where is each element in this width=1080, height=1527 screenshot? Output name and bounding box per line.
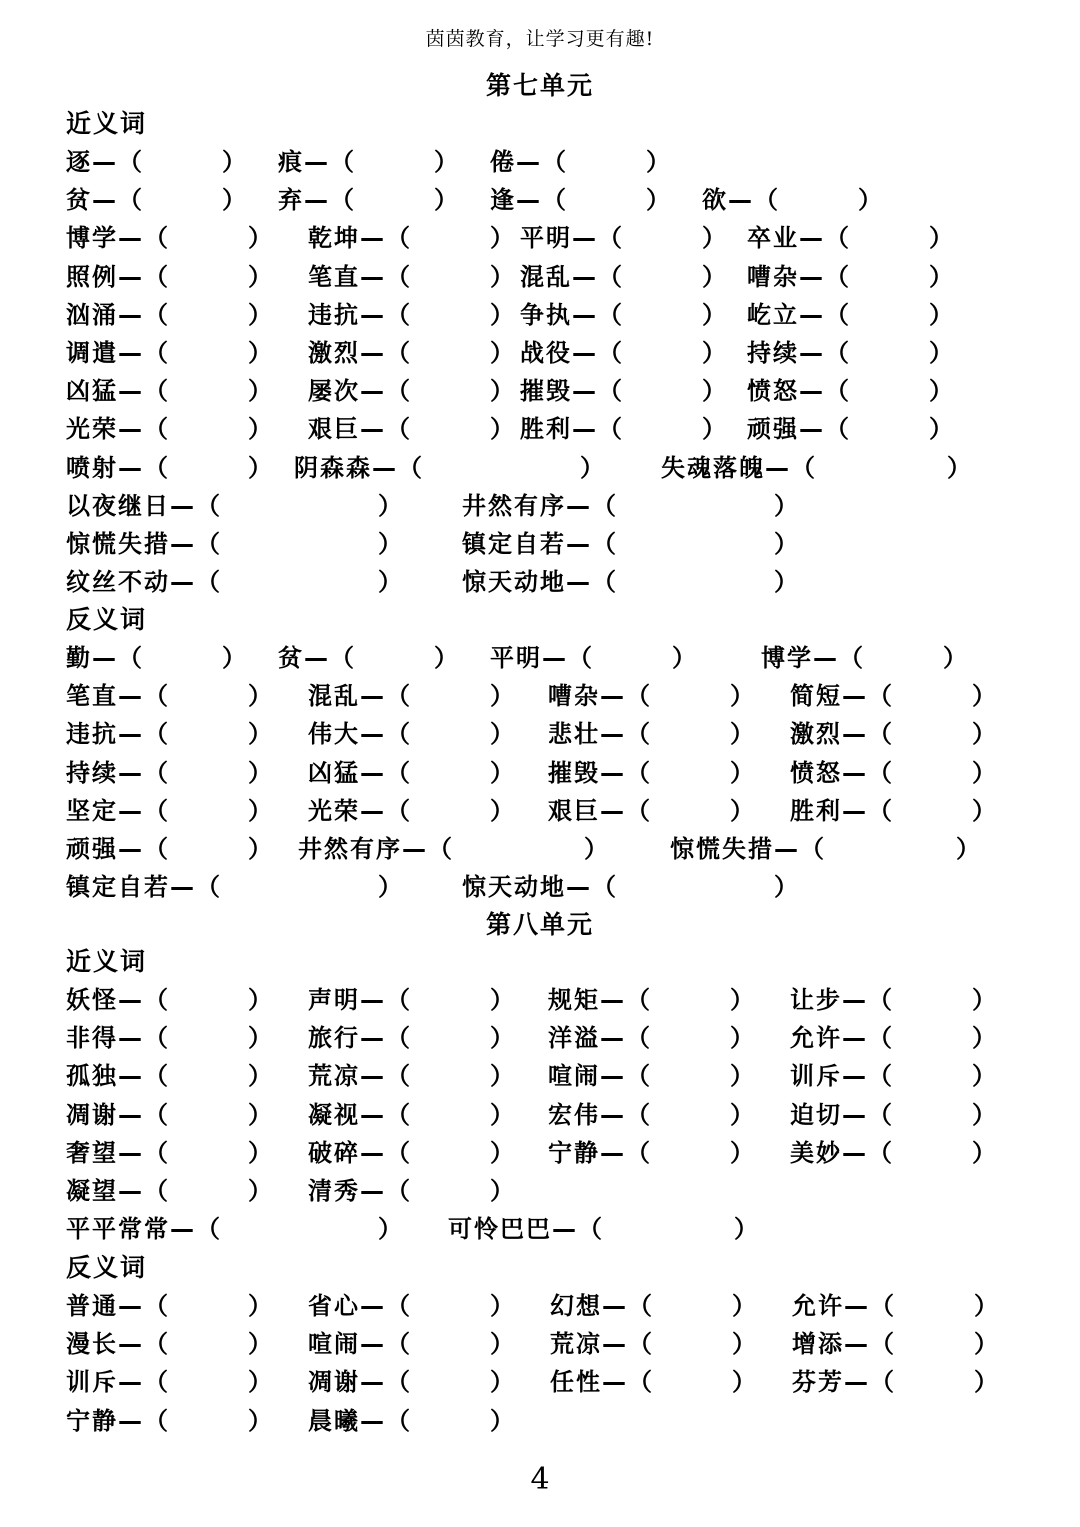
unit7-synonym-row xyxy=(66,486,1056,524)
unit8-synonym-item: 凋谢—（ ） xyxy=(66,1100,274,1129)
unit7-antonym-item: 平明—（ ） xyxy=(490,644,698,672)
unit7-antonym-item: 悲壮—（ ） xyxy=(548,720,756,749)
unit8-synonym-item: 宏伟—（ ） xyxy=(548,1100,756,1129)
unit8-antonym-item: 凋谢—（ ） xyxy=(308,1368,516,1397)
unit7-antonym-item: 凶猛—（ ） xyxy=(308,758,516,787)
unit8-synonym-row xyxy=(66,1133,1056,1171)
unit8-synonym-row xyxy=(66,980,1056,1018)
unit7-synonym-item: 倦—（ ） xyxy=(490,148,672,176)
unit7-synonym-item: 笔直—（ ） xyxy=(308,262,516,291)
unit8-synonym-item: 让步—（ ） xyxy=(790,986,998,1014)
unit8-antonym-item: 任性—（ ） xyxy=(550,1368,758,1397)
unit8-antonym-item: 晨曦—（ ） xyxy=(308,1406,516,1435)
unit7-synonym-item: 贫—（ ） xyxy=(66,186,248,215)
unit7-antonym-item: 坚定—（ ） xyxy=(66,796,274,825)
unit7-synonym-item: 嘈杂—（ ） xyxy=(747,262,955,291)
unit7-synonym-row xyxy=(66,218,1056,256)
unit8-antonyms-label: 反义词 xyxy=(66,1253,148,1282)
unit8-synonym-item: 清秀—（ ） xyxy=(308,1177,516,1205)
unit8-synonym-item: 凝视—（ ） xyxy=(308,1100,516,1129)
unit7-antonym-item: 顽强—（ ） xyxy=(66,835,274,863)
unit8-synonym-item: 凝望—（ ） xyxy=(66,1177,274,1205)
unit8-synonym-item: 声明—（ ） xyxy=(308,986,516,1014)
unit7-synonym-row xyxy=(66,562,1056,600)
unit7-synonym-item: 艰巨—（ ） xyxy=(308,415,516,444)
unit7-synonym-item: 摧毁—（ ） xyxy=(520,377,728,406)
unit8-synonym-item: 可怜巴巴—（ ） xyxy=(448,1215,760,1244)
unit7-synonym-item: 惊慌失措—（ ） xyxy=(66,530,404,558)
unit7-antonym-row xyxy=(66,829,1056,867)
unit8-antonym-item: 漫长—（ ） xyxy=(66,1330,274,1359)
unit7-antonym-row xyxy=(66,867,1056,905)
unit8-antonym-row xyxy=(66,1362,1056,1400)
unit8-synonym-item: 洋溢—（ ） xyxy=(548,1024,756,1053)
unit7-synonym-item: 汹涌—（ ） xyxy=(66,300,274,329)
unit8-antonym-row xyxy=(66,1401,1056,1439)
unit7-antonym-item: 混乱—（ ） xyxy=(308,682,516,711)
unit8-synonym-item: 训斥—（ ） xyxy=(790,1062,998,1091)
unit7-synonym-item: 愤怒—（ ） xyxy=(747,377,955,406)
unit7-synonym-item: 屡次—（ ） xyxy=(308,377,516,406)
unit7-synonym-row xyxy=(66,409,1056,447)
unit8-synonyms-label: 近义词 xyxy=(66,947,148,976)
page-number: 4 xyxy=(530,1462,550,1497)
unit7-antonym-row xyxy=(66,638,1056,676)
unit7-title: 第七单元 xyxy=(485,71,594,100)
unit8-synonym-item: 规矩—（ ） xyxy=(548,986,756,1014)
unit8-antonym-item: 幻想—（ ） xyxy=(550,1292,758,1320)
unit7-antonym-item: 摧毁—（ ） xyxy=(548,758,756,787)
unit7-synonym-item: 光荣—（ ） xyxy=(66,415,274,444)
unit7-synonym-item: 激烈—（ ） xyxy=(308,339,516,367)
unit8-synonym-item: 迫切—（ ） xyxy=(790,1100,998,1129)
unit7-antonym-row xyxy=(66,714,1056,752)
unit7-antonyms-label: 反义词 xyxy=(66,605,148,634)
unit8-synonym-row xyxy=(66,1209,1056,1247)
unit8-antonym-item: 普通—（ ） xyxy=(66,1292,274,1320)
unit7-synonym-row xyxy=(66,295,1056,333)
unit7-synonym-item: 逐—（ ） xyxy=(66,148,248,176)
unit7-synonym-item: 争执—（ ） xyxy=(520,300,728,329)
unit8-antonym-item: 增添—（ ） xyxy=(792,1330,1000,1359)
unit8-synonym-row xyxy=(66,1171,1056,1209)
unit8-synonym-item: 美妙—（ ） xyxy=(790,1138,998,1167)
unit8-synonym-item: 平平常常—（ ） xyxy=(66,1215,404,1244)
unit7-synonym-item: 调遣—（ ） xyxy=(66,339,274,367)
unit7-antonym-item: 惊慌失措—（ ） xyxy=(670,835,982,863)
unit7-synonym-item: 凶猛—（ ） xyxy=(66,377,274,406)
unit7-antonym-item: 井然有序—（ ） xyxy=(298,835,610,863)
unit7-synonym-row xyxy=(66,524,1056,562)
unit8-antonym-item: 芬芳—（ ） xyxy=(792,1368,1000,1397)
unit8-synonym-item: 破碎—（ ） xyxy=(308,1138,516,1167)
unit7-synonym-item: 以夜继日—（ ） xyxy=(66,491,404,520)
unit8-antonym-item: 宁静—（ ） xyxy=(66,1406,274,1435)
unit7-synonym-item: 欲—（ ） xyxy=(702,186,884,215)
unit7-synonym-item: 痕—（ ） xyxy=(278,148,460,176)
unit7-synonym-item: 持续—（ ） xyxy=(747,339,955,367)
unit7-antonym-row xyxy=(66,791,1056,829)
unit8-synonym-item: 允许—（ ） xyxy=(790,1024,998,1053)
unit7-antonym-item: 勤—（ ） xyxy=(66,644,248,672)
unit7-synonym-row xyxy=(66,371,1056,409)
unit7-antonym-item: 违抗—（ ） xyxy=(66,720,274,749)
unit8-synonym-item: 旅行—（ ） xyxy=(308,1024,516,1053)
unit8-synonym-item: 荒凉—（ ） xyxy=(308,1062,516,1091)
unit7-antonym-item: 简短—（ ） xyxy=(790,682,998,711)
unit7-antonym-item: 光荣—（ ） xyxy=(308,796,516,825)
unit8-antonym-item: 荒凉—（ ） xyxy=(550,1330,758,1359)
unit7-synonym-item: 失魂落魄—（ ） xyxy=(661,453,973,482)
unit8-antonym-item: 喧闹—（ ） xyxy=(308,1330,516,1359)
unit8-antonym-row xyxy=(66,1324,1056,1362)
unit7-antonym-item: 博学—（ ） xyxy=(761,644,969,672)
unit8-synonym-row xyxy=(66,1056,1056,1094)
unit7-synonym-item: 博学—（ ） xyxy=(66,224,274,253)
unit7-antonym-item: 胜利—（ ） xyxy=(790,796,998,825)
unit7-antonym-item: 愤怒—（ ） xyxy=(790,758,998,787)
unit7-synonym-row xyxy=(66,333,1056,371)
unit8-antonym-item: 允许—（ ） xyxy=(792,1292,1000,1320)
unit7-synonym-row xyxy=(66,448,1056,486)
unit7-antonym-item: 镇定自若—（ ） xyxy=(66,873,404,902)
unit7-antonym-item: 贫—（ ） xyxy=(278,644,460,672)
unit7-synonyms-label: 近义词 xyxy=(66,109,148,138)
unit8-synonym-row xyxy=(66,1018,1056,1056)
unit7-synonym-row xyxy=(66,180,1056,218)
unit7-synonym-item: 弃—（ ） xyxy=(278,186,460,215)
unit7-synonym-item: 混乱—（ ） xyxy=(520,262,728,291)
unit7-synonym-row xyxy=(66,257,1056,295)
unit8-antonym-item: 省心—（ ） xyxy=(308,1292,516,1320)
unit7-synonym-item: 乾坤—（ ） xyxy=(308,224,516,253)
unit8-synonym-item: 妖怪—（ ） xyxy=(66,986,274,1014)
unit7-synonym-item: 照例—（ ） xyxy=(66,262,274,291)
unit8-synonym-item: 奢望—（ ） xyxy=(66,1138,274,1167)
unit8-synonym-item: 非得—（ ） xyxy=(66,1024,274,1053)
unit7-antonym-row xyxy=(66,753,1056,791)
unit7-synonym-row xyxy=(66,142,1056,180)
unit7-synonym-item: 喷射—（ ） xyxy=(66,453,274,482)
unit7-synonym-item: 平明—（ ） xyxy=(520,224,728,253)
unit7-antonym-item: 惊天动地—（ ） xyxy=(462,873,800,902)
unit7-synonym-item: 阴森森—（ ） xyxy=(294,453,606,482)
unit8-synonym-item: 宁静—（ ） xyxy=(548,1138,756,1167)
unit8-synonym-item: 喧闹—（ ） xyxy=(548,1062,756,1091)
unit8-antonym-item: 训斥—（ ） xyxy=(66,1368,274,1397)
unit7-synonym-item: 屹立—（ ） xyxy=(747,300,955,329)
unit7-synonym-item: 胜利—（ ） xyxy=(520,415,728,444)
unit8-antonym-row xyxy=(66,1286,1056,1324)
unit7-synonym-item: 违抗—（ ） xyxy=(308,300,516,329)
unit7-antonym-row xyxy=(66,676,1056,714)
page-header: 茵茵教育，让学习更有趣! xyxy=(425,28,655,50)
unit7-synonym-item: 纹丝不动—（ ） xyxy=(66,568,404,597)
unit7-synonym-item: 卒业—（ ） xyxy=(747,224,955,253)
unit8-synonym-row xyxy=(66,1095,1056,1133)
unit7-synonym-item: 战役—（ ） xyxy=(520,339,728,367)
unit7-synonym-item: 镇定自若—（ ） xyxy=(462,530,800,558)
unit7-synonym-item: 逢—（ ） xyxy=(490,186,672,215)
unit7-antonym-item: 嘈杂—（ ） xyxy=(548,682,756,711)
unit8-title: 第八单元 xyxy=(485,910,594,939)
unit8-synonym-item: 孤独—（ ） xyxy=(66,1062,274,1091)
unit7-antonym-item: 伟大—（ ） xyxy=(308,720,516,749)
unit7-antonym-item: 笔直—（ ） xyxy=(66,682,274,711)
unit7-antonym-item: 艰巨—（ ） xyxy=(548,796,756,825)
unit7-synonym-item: 惊天动地—（ ） xyxy=(462,568,800,597)
unit7-synonym-item: 井然有序—（ ） xyxy=(462,491,800,520)
unit7-antonym-item: 持续—（ ） xyxy=(66,758,274,787)
unit7-antonym-item: 激烈—（ ） xyxy=(790,720,998,749)
unit7-synonym-item: 顽强—（ ） xyxy=(747,415,955,444)
